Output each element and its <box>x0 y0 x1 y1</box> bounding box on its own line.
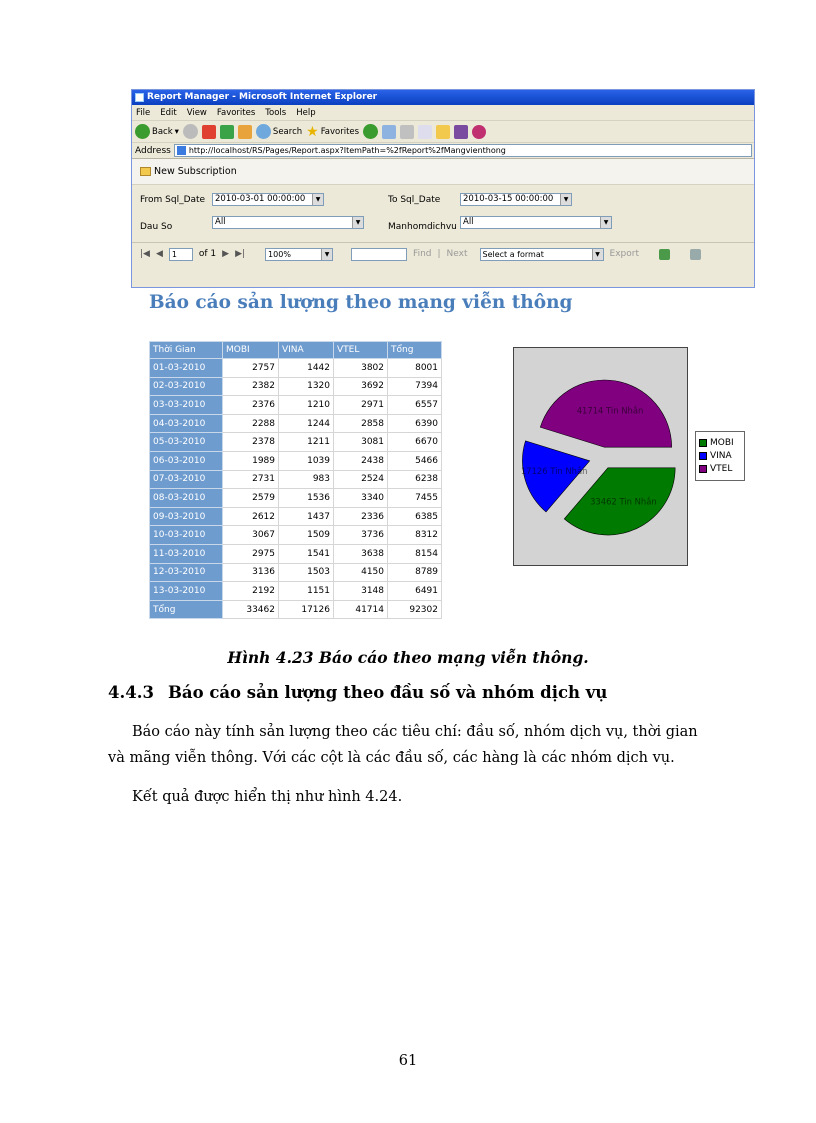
value-cell: 2579 <box>223 489 279 508</box>
row-label-cell: 05-03-2010 <box>150 433 223 452</box>
value-cell: 2288 <box>223 414 279 433</box>
value-cell: 1244 <box>279 414 334 433</box>
find-link[interactable]: Find <box>413 249 432 259</box>
value-cell: 1320 <box>279 377 334 396</box>
next-link[interactable]: Next <box>446 249 468 259</box>
section-number: 4.4.3 <box>108 683 154 702</box>
report-title: Báo cáo sản lượng theo mạng viễn thông <box>149 292 573 313</box>
col-header-time: Thời Gian <box>150 342 223 359</box>
table-row <box>150 489 442 508</box>
row-label-cell: 11-03-2010 <box>150 544 223 563</box>
last-page-icon[interactable]: ▶| <box>235 249 246 259</box>
value-cell: 7455 <box>388 489 442 508</box>
browser-window <box>131 89 755 288</box>
value-cell: 33462 <box>223 600 279 619</box>
value-cell: 2336 <box>334 507 388 526</box>
row-label-cell: 13-03-2010 <box>150 582 223 601</box>
menu-tools[interactable]: Tools <box>265 107 287 118</box>
value-cell: 8312 <box>388 526 442 545</box>
value-cell: 2731 <box>223 470 279 489</box>
toolbar <box>132 121 754 143</box>
value-cell: 1541 <box>279 544 334 563</box>
legend-item-mobi <box>699 436 741 449</box>
favorites-button[interactable] <box>306 124 359 140</box>
table-row <box>150 507 442 526</box>
paragraph-1: Báo cáo này tính sản lượng theo các tiêu chí: đầu số, nhóm dịch vụ, thời gian và mãng viễn thông. Với các cột là các đầu số, các hàng là các nhóm dịch vụ. <box>108 724 698 766</box>
page-number: 61 <box>398 1053 418 1069</box>
legend-swatch <box>699 439 707 447</box>
star-icon: ★ <box>306 123 319 140</box>
value-cell: 3136 <box>223 563 279 582</box>
value-cell: 1211 <box>279 433 334 452</box>
value-cell: 92302 <box>388 600 442 619</box>
nhom-select[interactable] <box>460 216 612 229</box>
value-cell: 2438 <box>334 451 388 470</box>
row-label-cell: 03-03-2010 <box>150 396 223 415</box>
table-row <box>150 470 442 489</box>
to-date-value: 2010-03-15 00:00:00 <box>463 194 554 204</box>
dauso-value: All <box>215 217 226 227</box>
legend-swatch <box>699 465 707 473</box>
row-label-cell: 06-03-2010 <box>150 451 223 470</box>
table-row <box>150 544 442 563</box>
value-cell: 6557 <box>388 396 442 415</box>
to-date-label: To Sql_Date <box>388 195 441 205</box>
address-input[interactable] <box>174 144 752 157</box>
value-cell: 6390 <box>388 414 442 433</box>
value-cell: 3081 <box>334 433 388 452</box>
value-cell: 5466 <box>388 451 442 470</box>
next-page-icon[interactable]: ▶ <box>222 249 230 259</box>
chevron-down-icon: ▼ <box>312 194 323 205</box>
value-cell: 8789 <box>388 563 442 582</box>
row-label-cell: 10-03-2010 <box>150 526 223 545</box>
pie-data-label: 33462 Tin Nhắn <box>590 496 657 507</box>
value-cell: 1509 <box>279 526 334 545</box>
search-label: Search <box>272 126 303 137</box>
find-input[interactable] <box>351 248 407 261</box>
report-toolbar <box>132 243 754 265</box>
nhom-value: All <box>463 217 474 227</box>
value-cell: 2382 <box>223 377 279 396</box>
back-label: Back <box>152 126 173 137</box>
table-row <box>150 582 442 601</box>
search-icon <box>256 124 271 139</box>
from-date-label: From Sql_Date <box>140 195 206 205</box>
to-date-select[interactable] <box>460 193 572 206</box>
chevron-down-icon: ▼ <box>321 249 332 260</box>
value-cell: 6670 <box>388 433 442 452</box>
first-page-icon[interactable]: |◀ <box>140 249 150 259</box>
print-report-icon[interactable] <box>690 249 701 260</box>
row-label-cell: 08-03-2010 <box>150 489 223 508</box>
value-cell: 1442 <box>279 359 334 378</box>
table-row <box>150 451 442 470</box>
value-cell: 2612 <box>223 507 279 526</box>
extra-icon[interactable] <box>472 125 486 139</box>
address-bar <box>132 143 754 159</box>
back-button[interactable]: Back ▾ <box>135 124 179 139</box>
value-cell: 3067 <box>223 526 279 545</box>
page-input[interactable]: 1 <box>169 248 193 261</box>
row-label-cell: 04-03-2010 <box>150 414 223 433</box>
table-row <box>150 377 442 396</box>
dauso-label: Dau So <box>140 222 173 232</box>
row-label-cell: 01-03-2010 <box>150 359 223 378</box>
legend-label: MOBI <box>710 437 734 448</box>
value-cell: 983 <box>279 470 334 489</box>
legend-item-vtel <box>699 462 741 475</box>
value-cell: 2376 <box>223 396 279 415</box>
ie-icon <box>135 93 144 102</box>
row-label-cell: 02-03-2010 <box>150 377 223 396</box>
subscription-icon <box>140 167 151 176</box>
value-cell: 8154 <box>388 544 442 563</box>
table-row <box>150 433 442 452</box>
value-cell: 1151 <box>279 582 334 601</box>
row-label-cell: Tổng <box>150 600 223 619</box>
toolbar-separator: | <box>437 249 441 259</box>
home-icon[interactable] <box>238 125 252 139</box>
value-cell: 3802 <box>334 359 388 378</box>
address-url: http://localhost/RS/Pages/Report.aspx?ItemPath=%2fReport%2fMangvienthong <box>188 146 506 155</box>
edit-icon[interactable] <box>418 125 432 139</box>
table-row <box>150 526 442 545</box>
value-cell: 7394 <box>388 377 442 396</box>
address-label: Address <box>135 145 171 156</box>
value-cell: 1536 <box>279 489 334 508</box>
from-date-select[interactable] <box>212 193 324 206</box>
chevron-down-icon: ▼ <box>352 217 363 228</box>
pie-data-label: 17126 Tin Nhắn <box>520 466 588 477</box>
chevron-down-icon: ▼ <box>560 194 571 205</box>
chevron-down-icon: ▼ <box>592 249 603 260</box>
row-label-cell: 07-03-2010 <box>150 470 223 489</box>
menu-bar <box>132 105 754 121</box>
value-cell: 2858 <box>334 414 388 433</box>
value-cell: 1503 <box>279 563 334 582</box>
new-subscription-link[interactable] <box>132 159 754 185</box>
new-subscription-label: New Subscription <box>154 166 237 177</box>
menu-file[interactable]: File <box>136 107 151 118</box>
export-link[interactable]: Export <box>609 249 639 259</box>
menu-view[interactable]: View <box>186 107 207 118</box>
format-select[interactable] <box>480 248 604 261</box>
value-cell: 2971 <box>334 396 388 415</box>
forward-arrow-icon[interactable] <box>183 124 198 139</box>
zoom-select[interactable] <box>265 248 333 261</box>
table-row <box>150 359 442 378</box>
value-cell: 1210 <box>279 396 334 415</box>
pie-chart <box>513 347 688 566</box>
title-bar <box>132 90 754 105</box>
pie-data-label: 41714 Tin Nhắn <box>576 405 644 416</box>
value-cell: 41714 <box>334 600 388 619</box>
table-row <box>150 600 442 619</box>
value-cell: 2192 <box>223 582 279 601</box>
table-row <box>150 396 442 415</box>
value-cell: 3340 <box>334 489 388 508</box>
nhom-label: Manhomdichvu <box>388 222 457 232</box>
parameters-panel <box>132 185 754 243</box>
folder-icon[interactable] <box>436 125 450 139</box>
menu-help[interactable]: Help <box>296 107 316 118</box>
search-button[interactable] <box>256 124 302 139</box>
table-header-row <box>150 342 442 359</box>
value-cell: 6491 <box>388 582 442 601</box>
from-date-value: 2010-03-01 00:00:00 <box>215 194 306 204</box>
col-header-mobi: MOBI <box>223 342 279 359</box>
value-cell: 3148 <box>334 582 388 601</box>
value-cell: 8001 <box>388 359 442 378</box>
value-cell: 3692 <box>334 377 388 396</box>
value-cell: 1039 <box>279 451 334 470</box>
menu-edit[interactable]: Edit <box>160 107 177 118</box>
zoom-value: 100% <box>268 249 291 259</box>
section-heading <box>108 683 607 702</box>
prev-page-icon[interactable]: ◀ <box>155 249 163 259</box>
print-icon[interactable] <box>400 125 414 139</box>
value-cell: 6385 <box>388 507 442 526</box>
report-table <box>149 341 442 619</box>
legend-swatch <box>699 452 707 460</box>
mail-icon[interactable] <box>382 125 396 139</box>
table-body <box>150 359 442 619</box>
col-header-vina: VINA <box>279 342 334 359</box>
page-count: of 1 <box>198 249 217 259</box>
legend-label: VINA <box>710 450 732 461</box>
row-label-cell: 12-03-2010 <box>150 563 223 582</box>
value-cell: 1989 <box>223 451 279 470</box>
chevron-down-icon: ▼ <box>600 217 611 228</box>
back-arrow-icon <box>135 124 150 139</box>
section-title: Báo cáo sản lượng theo đầu số và nhóm dịch vụ <box>167 683 608 702</box>
figure-caption: Hình 4.23 Báo cáo theo mạng viễn thông. <box>227 648 589 667</box>
history-icon[interactable] <box>363 124 378 139</box>
paragraph-2: Kết quả được hiển thị như hình 4.24. <box>132 789 403 805</box>
legend-item-vina <box>699 449 741 462</box>
table-row <box>150 563 442 582</box>
table-row <box>150 414 442 433</box>
value-cell: 3736 <box>334 526 388 545</box>
value-cell: 6238 <box>388 470 442 489</box>
col-header-total: Tổng <box>388 342 442 359</box>
refresh-icon[interactable] <box>220 125 234 139</box>
value-cell: 4150 <box>334 563 388 582</box>
stop-icon[interactable] <box>202 125 216 139</box>
value-cell: 2378 <box>223 433 279 452</box>
value-cell: 1437 <box>279 507 334 526</box>
page-icon <box>177 146 186 155</box>
format-value: Select a format <box>482 249 544 259</box>
value-cell: 2524 <box>334 470 388 489</box>
row-label-cell: 09-03-2010 <box>150 507 223 526</box>
legend-label: VTEL <box>710 463 733 474</box>
messenger-icon[interactable] <box>454 125 468 139</box>
chart-legend <box>695 431 745 481</box>
value-cell: 3638 <box>334 544 388 563</box>
menu-favorites[interactable]: Favorites <box>216 107 256 118</box>
value-cell: 17126 <box>279 600 334 619</box>
col-header-vtel: VTEL <box>334 342 388 359</box>
refresh-report-icon[interactable] <box>659 249 670 260</box>
dauso-select[interactable] <box>212 216 364 229</box>
value-cell: 2757 <box>223 359 279 378</box>
window-title: Report Manager - Microsoft Internet Explorer <box>147 92 378 102</box>
favorites-label: Favorites <box>320 126 360 137</box>
value-cell: 2975 <box>223 544 279 563</box>
